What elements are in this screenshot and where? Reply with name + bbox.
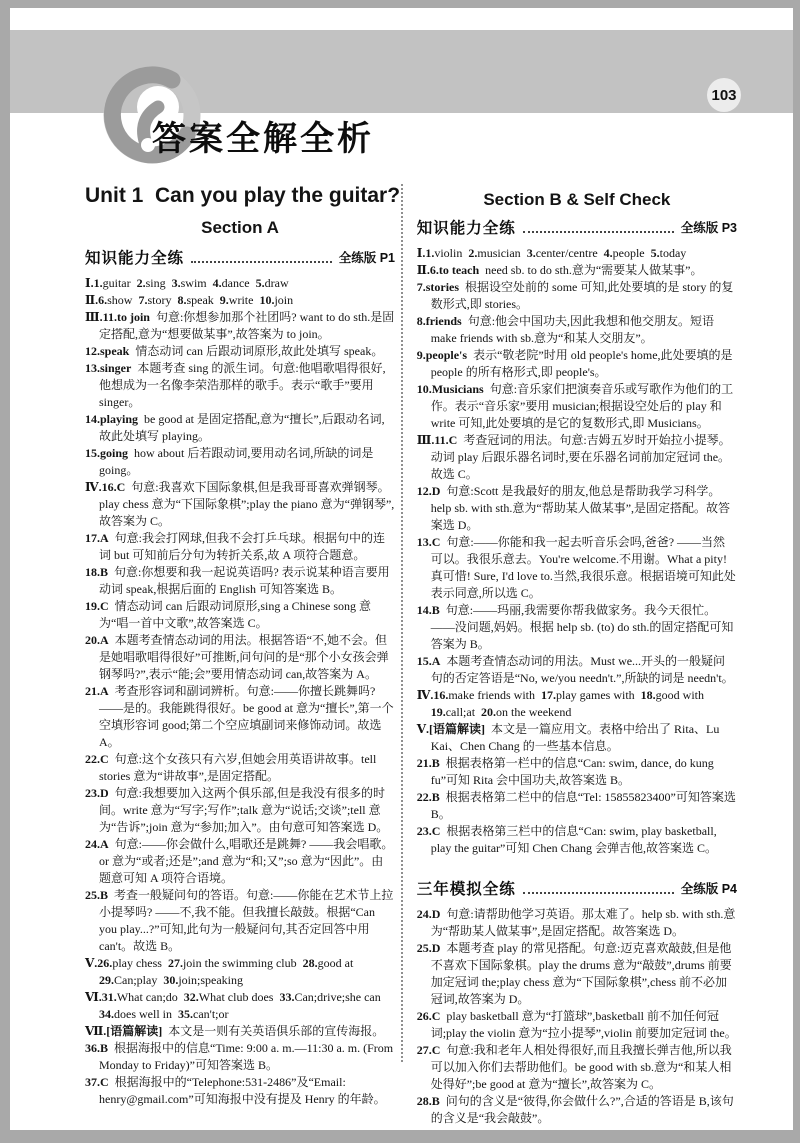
dotted-leader xyxy=(191,252,332,263)
exercise-set-header xyxy=(85,246,395,268)
answer-item: 19.C 情态动词 can 后跟动词原形,sing a Chinese song 意为“唱一首中文歌”,故答案选 C。 xyxy=(85,599,371,630)
answer-item: 15.A 本题考查情态动词的用法。Must we...开头的一般疑问句的否定答语是“No, we/you needn't.”,所缺的词是 needn't。 xyxy=(416,654,734,685)
answer-item: 37.C 根据海报中的“Telephone:531-2486”及“Email: henry@gmail.com”可知海报中没有提及 Henry 的年龄。 xyxy=(85,1075,386,1106)
page-number-badge xyxy=(707,78,741,112)
answer-item: 27.C 句意:我和老年人相处得很好,而且我擅长弹吉他,所以我可以加入你们去帮助他们。be good with sb.意为“和某人相处得好”;be good at 意为“擅长”,故答案为 C。 xyxy=(416,1043,732,1091)
answer-item: Ⅴ.26.play chess 27.join the swimming club 28.good at 29.Can;play 30.join;speaking xyxy=(85,956,360,987)
answer-item: Ⅰ.1.violin 2.musician 3.center/centre 4.people 5.today xyxy=(416,246,687,260)
answer-item: Ⅲ.11.C 考查冠词的用法。句意:吉姆五岁时开始拉小提琴。动词 play 后跟乐器名词时,要在乐器名词前加定冠词 the。故选 C。 xyxy=(416,433,731,481)
answer-item: 23.D 句意:我想要加入这两个俱乐部,但是我没有很多的时间。write 意为“写字;写作”;talk 意为“说话;交谈”;tell 意为“告诉”;join 意为“参加;加入”。由句意可知答案选 D。 xyxy=(85,786,389,834)
section-b-answers xyxy=(417,216,737,1127)
book-page xyxy=(10,8,793,1130)
answer-item: 25.B 考查一般疑问句的答语。句意:——你能在艺术节上拉小提琴吗? ——不,我不能。但我擅长敲鼓。根据“Can you play...?”可知,此句为一般疑问句,其否定回答中用 can't。故选 B。 xyxy=(85,888,394,953)
answer-item: 15.going how about 后若跟动词,要用动名词,所缺的词是 going。 xyxy=(85,446,377,477)
page-reference: 全练版 P1 xyxy=(338,251,395,265)
answer-item: Ⅴ.[语篇解读] 本文是一篇应用文。表格中给出了 Rita、Lu Kai、Chen Chang 的一些基本信息。 xyxy=(416,722,723,753)
answer-item: 7.stories 根据设空处前的 some 可知,此处要填的是 story 的复数形式,即 stories。 xyxy=(416,280,734,311)
answer-item: 22.C 句意:这个女孩只有六岁,但她会用英语讲故事。tell stories 意为“讲故事”,是固定搭配。 xyxy=(85,752,380,783)
exercise-set-title: 知识能力全练 xyxy=(416,220,516,237)
answer-item: Ⅱ.6.to teach need sb. to do sth.意为“需要某人做某事”。 xyxy=(416,263,703,277)
answer-item: 14.playing be good at 是固定搭配,意为“擅长”,后跟动名词,故此处填写 playing。 xyxy=(85,412,385,443)
exercise-set-header xyxy=(417,216,737,238)
dotted-leader xyxy=(523,222,674,233)
answer-item: 10.Musicians 句意:音乐家们把演奏音乐或写歌作为他们的工作。表示“音乐家”要用 musician;根据设空处后的 play 和 write 可知,此处要填的是它的复数形式,即 Musicians。 xyxy=(416,382,734,430)
left-column xyxy=(85,178,401,1130)
exercise-set-title: 知识能力全练 xyxy=(85,250,185,267)
answer-item: Ⅱ.6.show 7.story 8.speak 9.write 10.join xyxy=(85,293,294,307)
answer-item: Ⅲ.11.to join 句意:你想参加那个社团吗? want to do sth.是固定搭配,意为“想要做某事”,故答案为 to join。 xyxy=(85,310,395,341)
answer-item: Ⅳ.16.make friends with 17.play games with 18.good with 19.call;at 20.on the weekend xyxy=(416,688,710,719)
exercise-set-title: 三年模拟全练 xyxy=(416,881,516,898)
answer-item: 21.A 考查形容词和副词辨析。句意:——你擅长跳舞吗? ——是的。我能跳得很好。be good at 意为“擅长”,第一个空填形容词 good;第二个空应填副词来修饰动词。故选 A。 xyxy=(85,684,394,749)
dotted-leader xyxy=(523,883,674,894)
exercise-set-header xyxy=(417,877,737,899)
answer-item: 20.A 本题考查情态动词的用法。根据答语“不,她不会。但是她唱歌唱得很好”可推断,问句问的是“那个小女孩会弹钢琴吗?”,表示“能;会”要用情态动词 can,故答案为 A。 xyxy=(85,633,389,681)
answer-item: 9.people's 表示“敬老院”时用 old people's home,此处要填的是 people 的所有格形式,即 people's。 xyxy=(416,348,736,379)
answer-item: 12.speak 情态动词 can 后跟动词原形,故此处填写 speak。 xyxy=(85,344,384,358)
answer-item: 18.B 句意:你想要和我一起说英语吗? 表示说某种语言要用动词 speak,根据后面的 English 可知答案选 B。 xyxy=(85,565,390,596)
content-columns xyxy=(85,178,737,1130)
answer-item: Ⅶ.[语篇解读] 本文是一则有关英语俱乐部的宣传海报。 xyxy=(85,1024,385,1038)
answer-item: 21.B 根据表格第一栏中的信息“Can: swim, dance, do kung fu”可知 Rita 会中国功夫,故答案选 B。 xyxy=(416,756,717,787)
answer-item: 26.C play basketball 意为“打篮球”,basketball 前不加任何冠词;play the violin 意为“拉小提琴”,violin 前要加定冠词 the。 xyxy=(416,1009,737,1040)
page-reference: 全练版 P4 xyxy=(680,882,737,896)
answer-item: 13.singer 本题考查 sing 的派生词。句意:他唱歌唱得很好,他想成为一名像李荣浩那样的歌手。表示“歌手”要用 singer。 xyxy=(85,361,386,409)
right-column xyxy=(417,178,737,1130)
answer-item: Ⅵ.31.What can;do 32.What club does 33.Can;drive;she can 34.does well in 35.can't;or xyxy=(85,990,387,1021)
answer-item: 24.A 句意:——你会做什么,唱歌还是跳舞? ——我会唱歌。or 意为“或者;还是”;and 意为“和;又”;so 意为“因此”。由题意可知 A 项符合语境。 xyxy=(85,837,394,885)
answer-item: 17.A 句意:我会打网球,但我不会打乒乓球。根据句中的连词 but 可知前后分句为转折关系,故 A 项符合题意。 xyxy=(85,531,386,562)
answer-item: Ⅳ.16.C 句意:我喜欢下国际象棋,但是我哥哥喜欢弹钢琴。play chess 意为“下国际象棋”;play the piano 意为“弹钢琴”,故答案为 C。 xyxy=(85,480,395,528)
answer-item: 14.B 句意:——玛丽,我需要你帮我做家务。我今天很忙。——没问题,妈妈。根据 help sb. (to) do sth.的固定搭配可知答案为 B。 xyxy=(416,603,734,651)
answer-item: 25.D 本题考查 play 的常见搭配。句意:迈克喜欢敲鼓,但是他不喜欢下国际象棋。play the drums 意为“敲鼓”,drums 前要加定冠词 the;play chess 意为“下国际象棋”,chess 前不必加冠词,故答案为 D。 xyxy=(416,941,732,1006)
section-a-title: Section A xyxy=(201,218,279,237)
column-divider xyxy=(401,184,415,1062)
section-a-answers xyxy=(85,246,395,1108)
book-title: 答案全解全析 xyxy=(152,120,374,158)
answer-item: Ⅰ.1.guitar 2.sing 3.swim 4.dance 5.draw xyxy=(85,276,289,290)
page-reference: 全练版 P3 xyxy=(680,221,737,235)
answer-item: 12.D 句意:Scott 是我最好的朋友,他总是帮助我学习科学。help sb. with sth.意为“帮助某人做某事”,是固定搭配。故答案选 D。 xyxy=(416,484,731,532)
answer-item: 13.C 句意:——你能和我一起去听音乐会吗,爸爸? ——当然可以。我很乐意去。You're welcome.不用谢。What a pity! 真可惜! Sure, I'd love to.当然,我很乐意。根据语境可知此处表示同意,所以选 C。 xyxy=(416,535,736,600)
answer-item: 36.B 根据海报中的信息“Time: 9:00 a. m.—11:30 a. m. (From Monday to Friday)”可知答案选 B。 xyxy=(85,1041,397,1072)
unit-title: Unit 1 Can you play the guitar? xyxy=(85,184,401,207)
answer-item: 23.C 根据表格第三栏中的信息“Can: swim, play basketball, play the guitar”可知 Chen Chang 会弹吉他,故答案选 C。 xyxy=(416,824,720,855)
section-b-title: Section B & Self Check xyxy=(483,190,671,209)
page-number: 103 xyxy=(711,86,737,104)
answer-item: 22.B 根据表格第二栏中的信息“Tel: 15855823400”可知答案选 B。 xyxy=(416,790,739,821)
answer-item: 28.B 问句的含义是“彼得,你会做什么?”,合适的答语是 B,该句的含义是“我会敲鼓”。 xyxy=(416,1094,734,1125)
answer-item: 8.friends 句意:他会中国功夫,因此我想和他交朋友。短语 make friends with sb.意为“和某人交朋友”。 xyxy=(416,314,718,345)
answer-item: 24.D 句意:请帮助他学习英语。那太难了。help sb. with sth.意为“帮助某人做某事”,是固定搭配。故答案选 D。 xyxy=(416,907,736,938)
